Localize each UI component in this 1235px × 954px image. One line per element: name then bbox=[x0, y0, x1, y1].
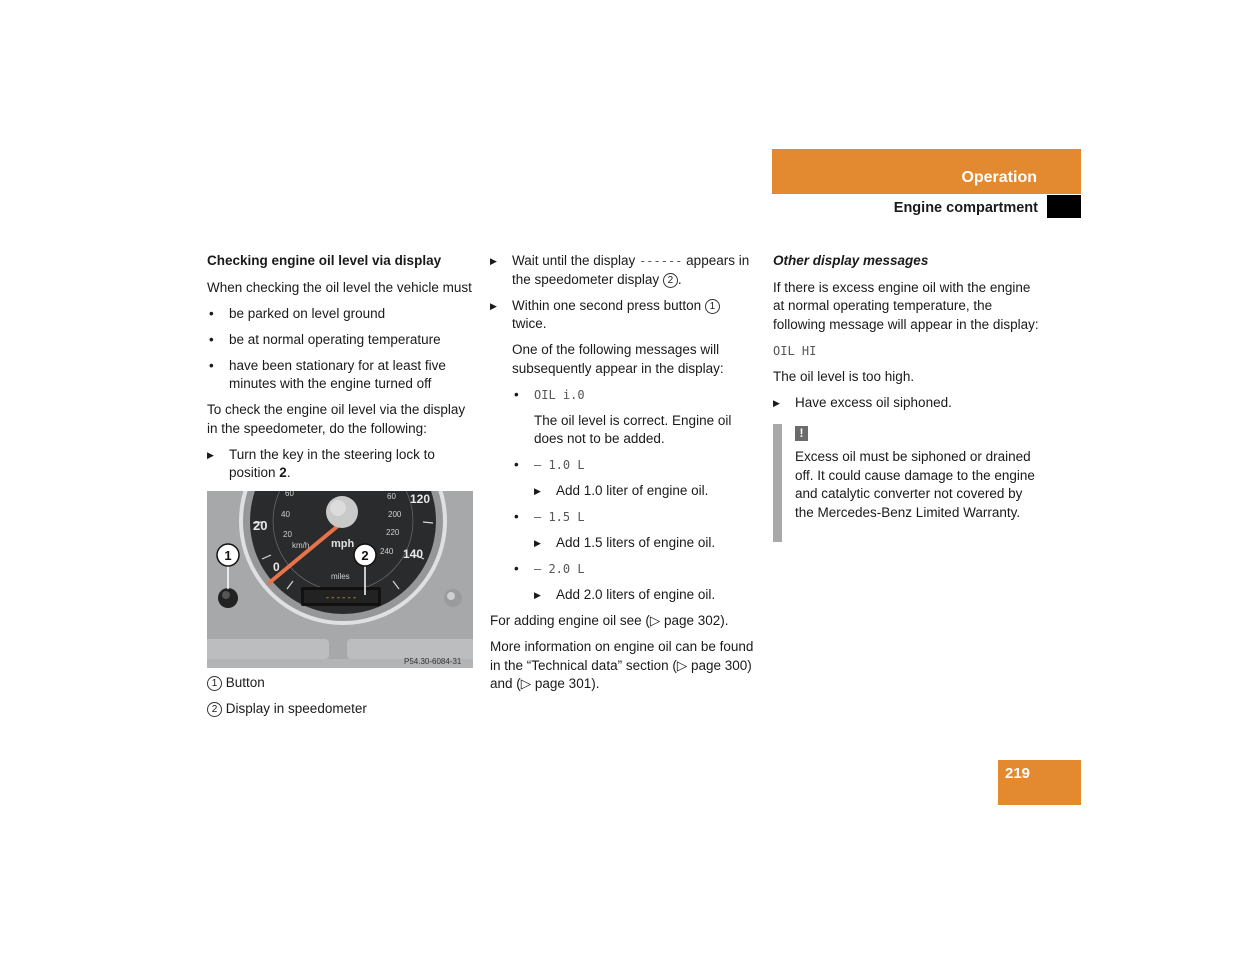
note-bar bbox=[773, 424, 782, 542]
messages-list bbox=[490, 386, 756, 405]
speedometer-illustration bbox=[207, 491, 473, 668]
message-oil-ok: • OIL i.0 bbox=[512, 386, 756, 405]
steps-list-2 bbox=[490, 252, 756, 334]
tick-40-kmh: 40 bbox=[281, 509, 290, 519]
intro-text: When checking the oil level the vehicle must bbox=[207, 279, 472, 295]
header-marker bbox=[1047, 195, 1081, 218]
messages-list bbox=[490, 456, 756, 605]
message-oil-ok-text: The oil level is correct. Engine oil does not to be added. bbox=[534, 412, 732, 446]
list-item: • be at normal operating temperature bbox=[207, 331, 473, 350]
step-turn-key: ▶ Turn the key in the steering lock to position 2. bbox=[207, 446, 473, 483]
warning-note bbox=[773, 424, 1039, 522]
message-oil-hi-text: The oil level is too high. bbox=[773, 368, 915, 384]
following-text: One of the following messages will subsequently appear in the display: bbox=[512, 342, 724, 376]
caption-button: 1 Button bbox=[207, 674, 473, 693]
step-siphon: ▶ Have excess oil siphoned. bbox=[773, 394, 1039, 413]
more-info-ref: More information on engine oil can be found in the “Technical data” section (▷ page 300) and (▷ page 301). bbox=[490, 639, 754, 691]
page-number-box bbox=[998, 760, 1081, 805]
instructions-text: To check the engine oil level via the display in the speedometer, do the following: bbox=[207, 402, 466, 436]
heading-check-oil: Checking engine oil level via display bbox=[207, 253, 442, 268]
message-oil-hi: OIL HI bbox=[773, 343, 817, 358]
kmh-label: km/h bbox=[292, 540, 310, 550]
callout-1: 1 bbox=[224, 547, 232, 563]
action-1-0: ▶ Add 1.0 liter of engine oil. bbox=[534, 482, 756, 501]
tick-240: 240 bbox=[380, 546, 394, 556]
header-band bbox=[772, 149, 1081, 194]
step-wait: ▶ Wait until the display ------ appears in the speedometer display 2 . bbox=[490, 252, 756, 289]
page-number: 219 bbox=[1005, 765, 1031, 782]
column-2 bbox=[490, 252, 756, 701]
message-2-0: • – 2.0 L bbox=[512, 560, 756, 579]
list-item: • be parked on level ground bbox=[207, 305, 473, 324]
speedometer-figure bbox=[207, 491, 473, 668]
step-press: ▶ Within one second press button 1 twice. bbox=[490, 297, 756, 334]
tick-120: 120 bbox=[410, 491, 431, 506]
tick-200: 200 bbox=[388, 509, 402, 519]
display-dashes: ------ bbox=[324, 592, 358, 603]
column-1 bbox=[207, 252, 473, 726]
heading-other-messages: Other display messages bbox=[773, 253, 929, 268]
steps-list bbox=[207, 446, 473, 483]
message-1-5: • – 1.5 L bbox=[512, 508, 756, 527]
action-1-5: ▶ Add 1.5 liters of engine oil. bbox=[534, 534, 756, 553]
message-1-0: • – 1.0 L bbox=[512, 456, 756, 475]
requirements-list bbox=[207, 305, 473, 394]
tick-20-kmh: 20 bbox=[283, 529, 292, 539]
tick-140: 140 bbox=[403, 546, 424, 561]
warning-text: Excess oil must be siphoned or drained off. It could cause damage to the engine and catalytic converter not covered by the Mercedes-Benz Limited Warranty. bbox=[795, 449, 1035, 520]
caption-display: 2 Display in speedometer bbox=[207, 700, 473, 719]
section-title: Operation bbox=[961, 169, 1037, 186]
adding-oil-ref: For adding engine oil see (▷ page 302). bbox=[490, 613, 729, 628]
mph-label: mph bbox=[331, 537, 355, 550]
steps-list-3 bbox=[773, 394, 1039, 413]
tick-220: 220 bbox=[386, 527, 400, 537]
warning-icon: ! bbox=[795, 426, 808, 441]
list-item: • have been stationary for at least five minutes with the engine turned off bbox=[207, 357, 473, 394]
column-3 bbox=[773, 252, 1039, 530]
action-2-0: ▶ Add 2.0 liters of engine oil. bbox=[534, 586, 756, 605]
tick-160-kmh: 60 bbox=[387, 491, 396, 501]
tick-20: 20 bbox=[253, 517, 268, 533]
excess-oil-text: If there is excess engine oil with the engine at normal operating temperature, the following message will appear in the display: bbox=[773, 279, 1039, 332]
miles-label: miles bbox=[331, 571, 350, 581]
figure-code: P54.30-6084-31 bbox=[404, 656, 462, 666]
tick-60-kmh: 60 bbox=[285, 490, 294, 498]
tick-0: 0 bbox=[273, 559, 280, 574]
callout-2: 2 bbox=[361, 547, 369, 563]
subsection-title: Engine compartment bbox=[893, 200, 1038, 216]
